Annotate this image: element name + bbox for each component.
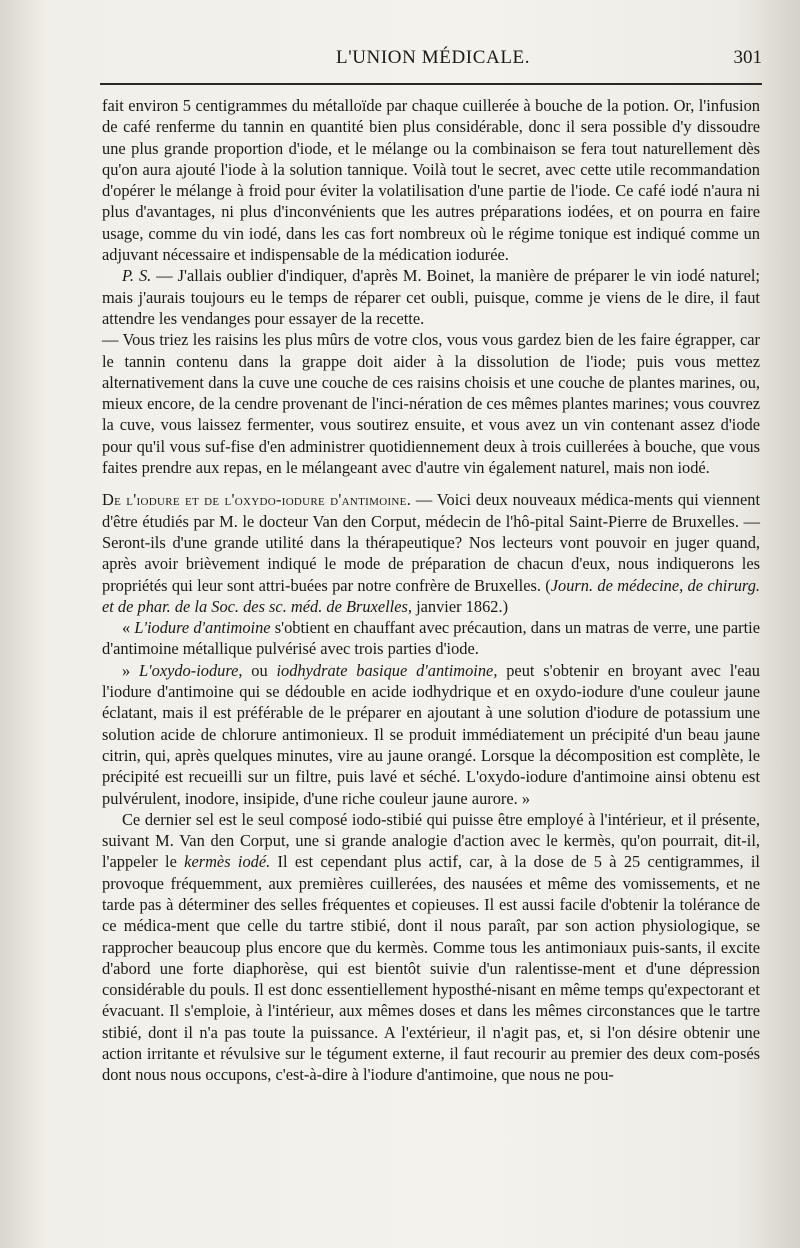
- paragraph-oxydo-iodure: [102, 660, 760, 809]
- term-iodhydrate: iodhydrate basique d'antimoine,: [276, 660, 498, 680]
- page-header: [100, 47, 762, 75]
- oxydo-text: peut s'obtenir en broyant avec l'eau l'iodure d'antimoine qui se dédouble en acide iodhydrique et en oxydo-iodure d'une couleur jaune éclatant, mais il est préférable de le préparer en ajoutant à une solution d'iodure de potassium une solution acide de chlorure antimonieux. Il se produit immédiatement un précipité d'un beau jaune citrin, qui, après quelques minutes, vire au jaune orangé. Lorsque la décomposition est complète, le précipité est recueilli sur un filtre, puis lavé et séché. L'oxydo-iodure d'antimoine ainsi obtenu est pulvérulent, inodore, insipide, d'une riche couleur jaune aurore. »: [102, 660, 760, 808]
- header-rule: [100, 83, 762, 85]
- term-kermes-iode: kermès iodé.: [184, 852, 271, 872]
- kermes-text-b: Il est cependant plus actif, car, à la dose de 5 à 25 centigrammes, il provoque fréquemment, aux premières cuillerées, des nausées et même des vomissements, et ne tarde pas à déterminer des selles fréquentes et copieuses. Il est aussi facile d'obtenir la tolérance de ce médica-ment que celle du tartre stibié, dont il nous paraît, par son action physiologique, se rapprocher beaucoup plus encore que du kermès. Comme tous les antimoniaux puis-sants, il excite d'abord une forte diaphorèse, qui est bientôt suivie d'un ralentisse-ment et d'une dépression considérable du pouls. Il est donc essentiellement hyposthé-nisant en même temps qu'expectorant et évacuant. Il s'emploie, à l'intérieur, aux mêmes doses et dans les mêmes circonstances que le tartre stibié, dont il n'a pas toute la puissance. A l'extérieur, il n'agit pas, et, si l'on désire obtenir une action irritante et révulsive sur le tégument externe, il faut recourir au premier des deux com-posés dont nous nous occupons, c'est-à-dire à l'iodure d'antimoine, que nous ne pou-: [102, 852, 760, 1085]
- source-date: janvier 1862.): [411, 596, 509, 616]
- recipe-text: — Vous triez les raisins les plus mûrs de votre clos, vous vous gardez bien de les faire égrapper, car le tannin contenu dans la grappe doit aider à la dissolution de l'iode; puis vous mettez alternativement dans la cuve une couche de ces raisins choisis et une couche de plantes marines, ou, mieux encore, de la cendre provenant de l'inci-nération de ces mêmes plantes marines; vous couvrez la cuve, vous laissez fermenter, vous soutirez ensuite, et vous avez un vin contenant assez d'iode pour qu'il vous suf-fise d'en administrer quotidiennement deux à trois cuillerées à bouche, que vous faites prendre aux repas, en le mélangeant avec d'autre vin également naturel, mais non iodé.: [102, 330, 760, 478]
- paragraph-recipe: [102, 329, 760, 478]
- quote-continue: »: [122, 660, 139, 680]
- section-heading: De l'iodure et de l'oxydo-iodure d'antimoine.: [102, 490, 412, 510]
- paragraph-kermes: [102, 809, 760, 1086]
- source-citation: Journ. de médecine, de chirurg. et de phar. de la Soc. des sc. méd. de Bruxelles,: [102, 575, 760, 616]
- term-oxydo-iodure: L'oxydo-iodure,: [139, 660, 243, 680]
- quote-open: «: [122, 618, 135, 638]
- term-iodure: L'iodure d'antimoine: [134, 618, 271, 638]
- paragraph-1-text: fait environ 5 centigrammes du métalloïde par chaque cuillerée à bouche de la potion. Or, l'infusion de café renferme du tannin en quantité bien plus considérable, donc il sera possible d'y dissoudre une plus grande proportion d'iode, et le mélange ou la combinaison se fera tout naturellement dès qu'on aura ajouté l'iode à la solution tannique. Voilà tout le secret, avec cette utile recommandation d'opérer le mélange à froid pour éviter la volatilisation d'une partie de l'iode. Ce café iodé n'aura ni plus d'avantages, ni plus d'inconvénients que les autres préparations iodées, et on pourra en faire usage, comme du vin iodé, dans les cas fort nombreux où le régime tonique est indiqué comme un adjuvant nécessaire et indispensable de la médication iodurée.: [102, 96, 760, 265]
- article-body: [102, 95, 760, 1086]
- paragraph-iodure: [102, 617, 760, 660]
- oxydo-connector: ou: [242, 660, 277, 680]
- section-intro-text: — Voici deux nouveaux médica-ments qui viennent d'être étudiés par M. le docteur Van den Corput, médecin de l'hô-pital Saint-Pierre de Bruxelles. — Seront-ils d'une grande utilité dans la thérapeutique? Nos lecteurs vont pouvoir en juger quand, après avoir brièvement indiqué le mode de préparation de chacun d'eux, nous indiquerons les propriétés qui leur sont attri-buées par notre confrère de Bruxelles. (: [102, 490, 760, 595]
- postscript-text: — J'allais oublier d'indiquer, d'après M. Boinet, la manière de préparer le vin iodé naturel; mais j'aurais toujours eu le temps de réparer cet oubli, puisque, comme je viens de le dire, il faut attendre les vendanges pour essayer de la recette.: [102, 266, 760, 328]
- paragraph-section-antimony: [102, 489, 760, 617]
- page-number: 301: [733, 47, 762, 68]
- kermes-text-a: Ce dernier sel est le seul composé iodo-stibié qui puisse être employé à l'intérieur, et il présente, suivant M. Van den Corput, une si grande analogie d'action avec le kermès, qu'on pourrait, dit-il, l'appeler le: [102, 809, 760, 872]
- paragraph-1: [102, 95, 760, 265]
- paragraph-postscript: [102, 265, 760, 329]
- postscript-lead: P. S.: [122, 266, 152, 286]
- running-title: L'UNION MÉDICALE.: [336, 47, 531, 68]
- iodure-text: s'obtient en chauffant avec précaution, dans un matras de verre, une partie d'antimoine métallique pulvérisé avec trois parties d'iode.: [102, 618, 760, 659]
